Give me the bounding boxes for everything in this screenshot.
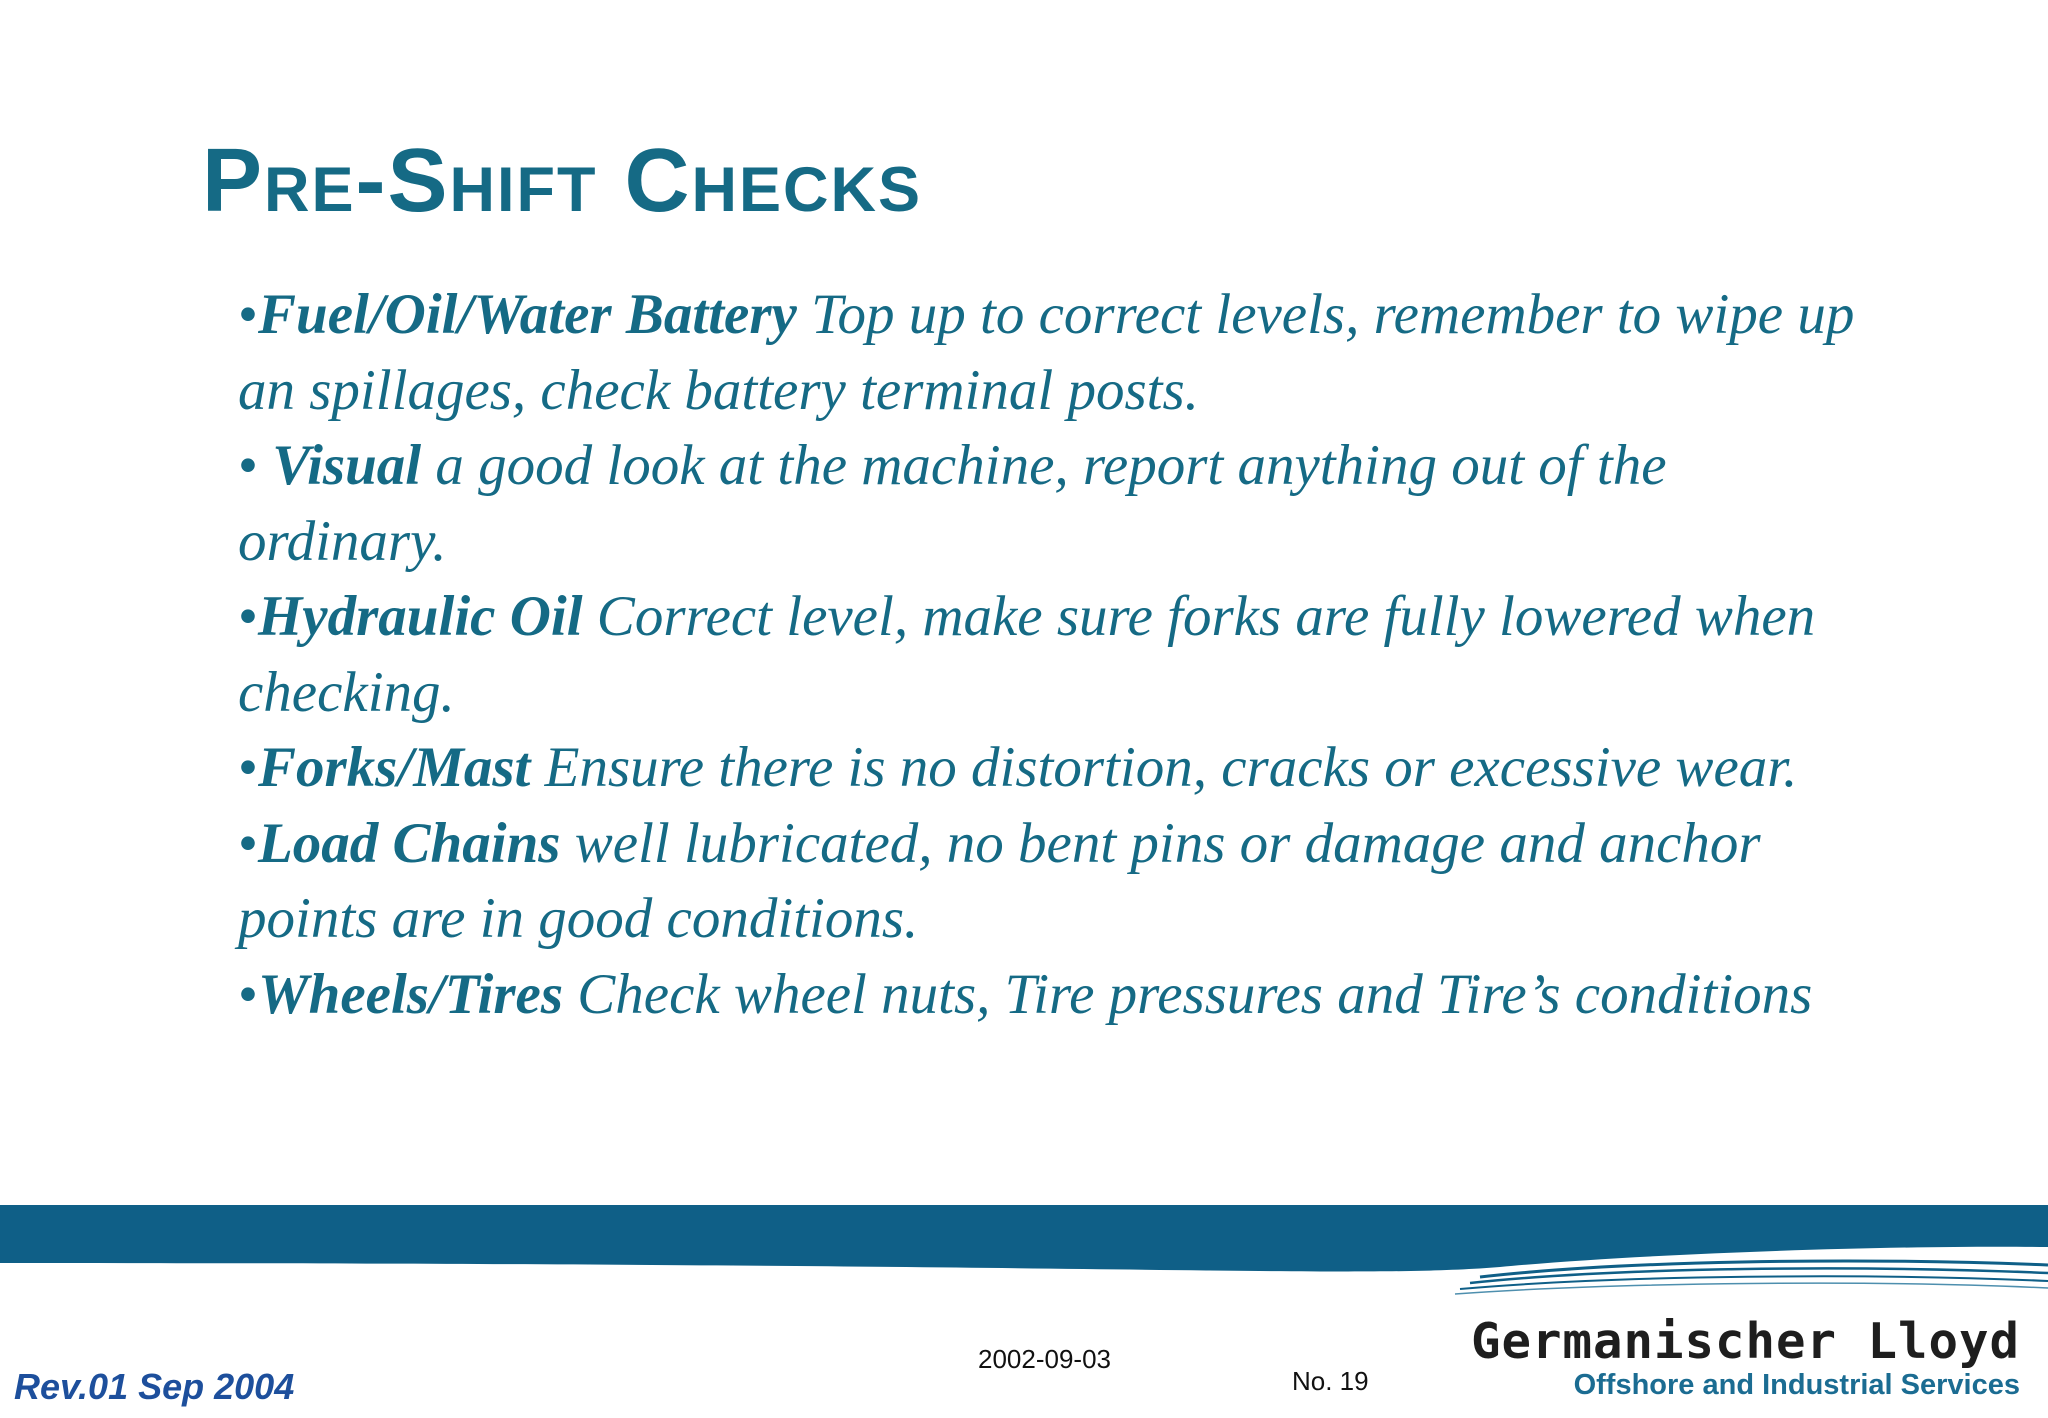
bullet-term: Wheels/Tires <box>257 962 564 1026</box>
bullet-text: Correct level, make sure forks are fully lowered when checking. <box>238 585 1816 724</box>
bullet-marker: • <box>238 434 273 497</box>
bullet-marker: • <box>238 585 258 648</box>
bullet-text: Top up to correct levels, remember to wipe up an spillages, check battery terminal posts. <box>238 283 1855 422</box>
company-name: Germanischer Lloyd <box>1470 1313 2020 1370</box>
bullet-text: well lubricated, no bent pins or damage and anchor points are in good conditions. <box>238 811 1761 950</box>
bullet-list <box>238 277 1878 1032</box>
bullet-item-fuel-oil-water-battery <box>238 277 1878 428</box>
bullet-term: Visual <box>272 434 422 497</box>
slide-title: Pre-Shift Checks <box>202 131 923 231</box>
bullet-term: Hydraulic Oil <box>257 585 583 648</box>
bullet-marker: • <box>238 811 258 875</box>
bullet-term: Load Chains <box>257 811 561 875</box>
bullet-marker: • <box>238 962 258 1026</box>
bullet-text: Check wheel nuts, Tire pressures and Tire’s conditions <box>563 962 1813 1026</box>
bullet-item-wheels-tires <box>238 957 1878 1033</box>
company-division: Offshore and Industrial Services <box>1573 1369 2020 1402</box>
bullet-marker: • <box>238 283 258 346</box>
bullet-marker: • <box>238 736 258 799</box>
bullet-text: a good look at the machine, report anything out of the ordinary. <box>238 434 1667 573</box>
date-label: 2002-09-03 <box>978 1344 1111 1374</box>
bullet-term: Forks/Mast <box>257 736 531 799</box>
bullet-term: Fuel/Oil/Water Battery <box>257 283 797 346</box>
bullet-text: Ensure there is no distortion, cracks or excessive wear. <box>530 736 1798 799</box>
bullet-item-visual <box>238 428 1878 579</box>
page-number: No. 19 <box>1292 1366 1369 1396</box>
company-logo <box>1470 1313 2020 1405</box>
bullet-item-load-chains <box>238 806 1878 957</box>
revision-label: Rev.01 Sep 2004 <box>14 1366 295 1407</box>
bullet-item-hydraulic-oil <box>238 579 1878 730</box>
bullet-item-forks-mast <box>238 730 1878 806</box>
